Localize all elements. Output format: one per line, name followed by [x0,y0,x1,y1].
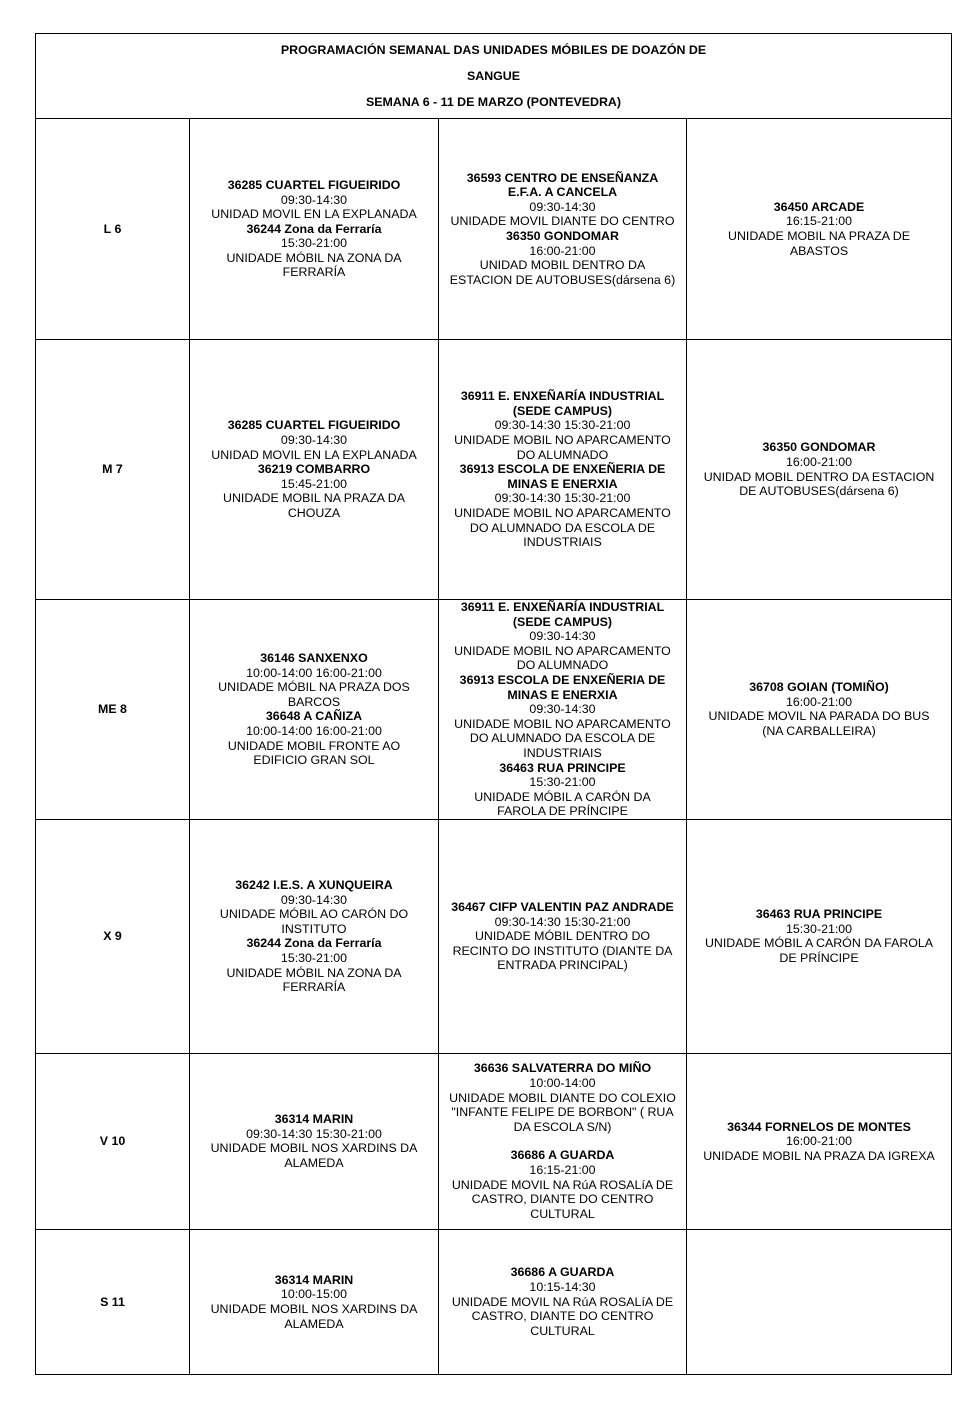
unit-schedule-time: 15:45-21:00 [280,476,348,491]
unit-location-name: 36350 GONDOMAR [762,440,876,455]
schedule-row [36,119,952,340]
unit-description: ABASTOS [789,243,849,258]
unit-description: UNIDADE MÓBIL DENTRO DO [474,929,651,944]
unit-description: UNIDADE MOBIL NA PRAZA DA IGREXA [703,1148,935,1163]
day-label: M 7 [36,340,190,600]
unit-location-name: 36913 ESCOLA DE ENXEÑERIA DE [459,672,666,687]
unit-location-name: 36450 ARCADE [773,199,865,214]
schedule-row [36,819,952,1053]
unit-location-name: 36344 FORNELOS DE MONTES [727,1119,911,1134]
unit-location-name: 36463 RUA PRINCIPE [499,760,626,775]
unit-schedule-time: 15:30-21:00 [529,775,596,790]
unit-description: FERRARÍA [282,980,346,995]
title-line-3: SEMANA 6 - 11 DE MARZO (PONTEVEDRA) [366,95,621,109]
unit-description: UNIDADE MOBIL FRONTE AO [227,738,401,753]
unit-entry [691,200,947,258]
unit-schedule-time: 16:00-21:00 [529,243,596,258]
unit-schedule-time: 16:00-21:00 [785,1134,853,1149]
schedule-cell [687,340,952,600]
unit-location-name: 36467 CIFP VALENTIN PAZ ANDRADE [451,899,674,914]
unit-location-name: 36913 ESCOLA DE ENXEÑERIA DE [459,462,666,477]
unit-description: DO ALUMNADO [516,447,609,462]
unit-schedule-time: 16:00-21:00 [785,694,853,709]
unit-schedule-time: 15:30-21:00 [280,236,348,251]
unit-location-name: 36648 A CAÑIZA [265,709,363,724]
unit-description: DA ESCOLA S/N) [513,1119,612,1134]
unit-description: DE PRÍNCIPE [779,951,859,965]
unit-schedule-time: 16:00-21:00 [785,454,853,469]
schedule-cell [439,1053,687,1229]
unit-entry [691,440,947,498]
unit-entry [194,1112,434,1170]
unit-description: (NA CARBALLEIRA) [762,724,876,739]
unit-schedule-time: 10:00-14:00 16:00-21:00 [246,724,382,739]
unit-description: CULTURAL [530,1323,595,1338]
unit-description: UNIDAD MOVIL EN LA EXPLANADA [211,447,417,462]
unit-description: UNIDADE MÓBIL A CARÓN DA [474,789,651,804]
schedule-cell [190,819,439,1053]
unit-location-name: 36593 CENTRO DE ENSEÑANZA [466,170,659,185]
unit-description: UNIDADE MOBIL NO APARCAMENTO [454,433,671,448]
unit-description: UNIDADE MOBIL NOS XARDINS DA [210,1301,418,1316]
unit-description: EDIFICIO GRAN SOL [253,753,375,768]
unit-schedule-time: 09:30-14:30 15:30-21:00 [246,1126,382,1141]
unit-description: INDUSTRIAIS [523,535,602,550]
unit-description: UNIDADE MOBIL NO APARCAMENTO [454,643,671,658]
unit-description: ALAMEDA [284,1316,344,1331]
unit-schedule-time: 10:00-14:00 [529,1076,596,1091]
schedule-row [36,1053,952,1229]
unit-location-name: 36242 I.E.S. A XUNQUEIRA [235,878,393,893]
unit-schedule-time: 16:15-21:00 [785,214,853,229]
unit-description: RECINTO DO INSTITUTO (DIANTE DA [452,943,673,958]
unit-description: DO ALUMNADO DA ESCOLA DE [469,520,656,535]
unit-schedule-time: 10:15-14:30 [529,1280,596,1295]
schedule-table [35,33,952,1375]
day-label: X 9 [36,819,190,1053]
unit-schedule-time: 10:00-14:00 16:00-21:00 [246,665,382,680]
unit-schedule-time: 09:30-14:30 [280,433,348,448]
schedule-cell [687,819,952,1053]
unit-entry [194,222,434,280]
unit-description: UNIDADE MÓBIL AO CARÓN DO [219,907,409,922]
unit-entry [443,462,682,550]
unit-description: UNIDADE MOBIL NOS XARDINS DA [210,1141,418,1156]
unit-description: CHOUZA [287,505,341,520]
unit-entry [691,680,947,738]
unit-location-name: 36285 CUARTEL FIGUEIRIDO [227,418,401,433]
unit-entry [194,418,434,462]
unit-entry [443,600,682,673]
title-line-2: SANGUE [467,69,521,83]
unit-description: UNIDADE MOBIL NA PRAZA DA [223,491,405,506]
unit-description: UNIDADE MÓBIL A CARÓN DA FAROLA [704,936,934,951]
schedule-cell [439,819,687,1053]
unit-description: UNIDADE MOVIL NA RúA ROSALíA DE [451,1294,674,1309]
unit-description: UNIDADE MOBIL NO APARCAMENTO [454,505,671,520]
unit-schedule-time: 09:30-14:30 [280,192,348,207]
unit-location-name: 36314 MARIN [274,1272,354,1287]
unit-entry [194,936,434,994]
unit-description: FAROLA DE PRÍNCIPE [497,804,628,819]
title-row [36,34,952,119]
unit-location-name-cont: MINAS E ENERXIA [507,476,618,491]
schedule-row [36,600,952,820]
unit-description: UNIDADE MÓBIL NA ZONA DA [226,965,402,980]
unit-location-name: 36219 COMBARRO [257,462,371,477]
unit-entry [691,1120,947,1164]
unit-description: UNIDADE MOBIL DIANTE DO COLEXIO [449,1090,676,1105]
unit-schedule-time: 09:30-14:30 [529,199,596,214]
schedule-row [36,340,952,600]
unit-entry [194,462,434,520]
unit-description: ALAMEDA [284,1156,344,1170]
unit-entry [443,389,682,462]
schedule-cell [687,600,952,820]
unit-description: DO ALUMNADO DA ESCOLA DE [469,731,656,746]
unit-description: UNIDAD MOVIL EN LA EXPLANADA [211,207,417,222]
schedule-cell [687,119,952,340]
unit-description: "INFANTE FELIPE DE BORBON" ( RUA [451,1105,674,1120]
unit-description: UNIDADE MOBIL NA PRAZA DE [728,229,910,243]
unit-entry [443,171,682,229]
unit-entry [194,178,434,222]
unit-schedule-time: 15:30-21:00 [785,921,853,936]
schedule-cell [190,119,439,340]
unit-description: UNIDADE MOVIL NA RúA ROSALíA DE [451,1177,674,1192]
unit-description: ENTRADA PRINCIPAL) [497,958,628,973]
schedule-cell [439,119,687,340]
unit-description: UNIDADE MOVIL DIANTE DO CENTRO [450,214,675,229]
unit-schedule-time: 15:30-21:00 [280,951,348,965]
unit-entry [194,878,434,936]
unit-description: UNIDADE MOVIL NA PARADA DO BUS [708,709,930,724]
unit-description: CASTRO, DIANTE DO CENTRO [471,1192,654,1207]
unit-schedule-time: 09:30-14:30 [529,629,596,644]
title-line-1: PROGRAMACIÓN SEMANAL DAS UNIDADES MÓBILES DE DOAZÓN DE [280,43,707,57]
unit-description: FERRARÍA [282,265,346,280]
unit-description: INSTITUTO [281,921,347,936]
unit-entry [443,900,682,973]
day-label: S 11 [36,1229,190,1374]
schedule-cell [439,600,687,820]
unit-description: DE AUTOBUSES(dársena 6) [739,484,899,499]
unit-description: UNIDADE MÓBIL NA ZONA DA [226,250,402,265]
unit-location-name: 36911 E. ENXEÑARÍA INDUSTRIAL [460,600,665,614]
unit-location-name: 36244 Zona da Ferraría [246,221,382,236]
entry-spacer [443,1134,682,1148]
schedule-cell [190,340,439,600]
unit-location-name-cont: (SEDE CAMPUS) [512,403,613,418]
unit-entry [443,229,682,287]
unit-entry [691,907,947,965]
unit-description: CASTRO, DIANTE DO CENTRO [471,1309,654,1324]
unit-location-name: 36314 MARIN [274,1112,354,1127]
unit-entry [194,651,434,709]
schedule-cell [439,1229,687,1374]
day-label: ME 8 [36,600,190,820]
unit-entry [194,709,434,767]
document-title [36,34,952,119]
schedule-row [36,1229,952,1374]
unit-description: ESTACION DE AUTOBUSES(dársena 6) [449,272,676,287]
unit-location-name: 36350 GONDOMAR [506,229,619,243]
unit-entry [443,1265,682,1338]
unit-schedule-time: 16:15-21:00 [529,1163,596,1177]
unit-description: UNIDADE MÓBIL NA PRAZA DOS [218,680,410,695]
unit-location-name: 36636 SALVATERRA DO MIÑO [473,1061,652,1076]
unit-schedule-time: 09:30-14:30 15:30-21:00 [494,418,631,433]
unit-schedule-time: 09:30-14:30 15:30-21:00 [494,914,631,929]
schedule-cell [687,1053,952,1229]
unit-description: BARCOS [287,694,341,709]
day-label: L 6 [36,119,190,340]
unit-location-name: 36285 CUARTEL FIGUEIRIDO [227,177,401,192]
unit-location-name: 36244 Zona da Ferraría [246,936,382,951]
unit-entry [443,1061,682,1134]
schedule-cell [190,1229,439,1374]
schedule-cell [190,1053,439,1229]
unit-schedule-time: 09:30-14:30 [529,702,596,717]
unit-location-name-cont: E.F.A. A CANCELA [507,185,618,200]
day-label: V 10 [36,1053,190,1229]
unit-description: CULTURAL [530,1206,595,1221]
unit-description: UNIDAD MOBIL DENTRO DA [479,258,646,273]
unit-location-name-cont: MINAS E ENERXIA [507,687,618,702]
schedule-cell [687,1229,952,1374]
unit-location-name: 36146 SANXENXO [260,651,368,666]
unit-schedule-time: 10:00-15:00 [280,1287,348,1302]
unit-description: DO ALUMNADO [516,658,609,673]
unit-location-name: 36686 A GUARDA [510,1148,615,1163]
unit-location-name: 36686 A GUARDA [510,1265,615,1280]
unit-entry [443,1134,682,1221]
unit-entry [443,761,682,819]
unit-description: UNIDADE MOBIL NO APARCAMENTO [454,716,671,731]
unit-schedule-time: 09:30-14:30 [280,892,348,907]
schedule-cell [439,340,687,600]
unit-description: UNIDAD MOBIL DENTRO DA ESTACION [703,469,935,484]
unit-entry [194,1273,434,1331]
unit-location-name: 36911 E. ENXEÑARÍA INDUSTRIAL [460,389,665,404]
unit-entry [443,673,682,761]
schedule-cell [190,600,439,820]
unit-schedule-time: 09:30-14:30 15:30-21:00 [494,491,631,506]
unit-description: INDUSTRIAIS [523,745,602,760]
unit-location-name: 36463 RUA PRINCIPE [755,907,883,922]
unit-location-name: 36708 GOIAN (TOMIÑO) [749,680,889,695]
unit-location-name-cont: (SEDE CAMPUS) [512,614,613,629]
